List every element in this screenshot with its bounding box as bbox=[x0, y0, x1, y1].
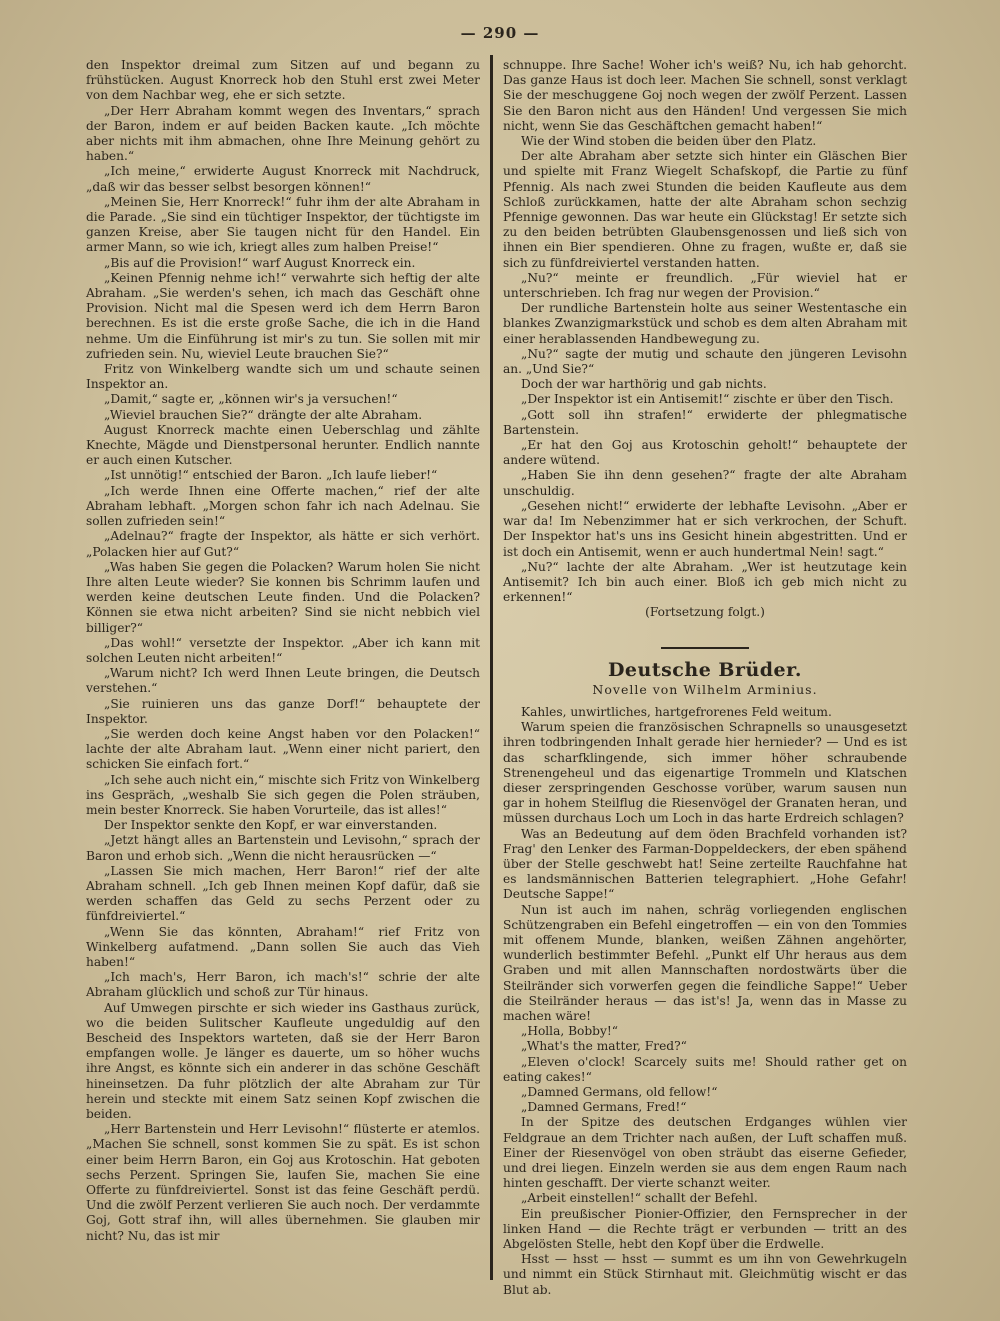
paragraph: „Jetzt hängt alles an Bartenstein und Levisohn,“ sprach der Baron und erhob sich. „Wenn die nicht herausrücken —“ bbox=[86, 833, 480, 863]
paragraph: „Damned Germans, old fellow!“ bbox=[521, 1085, 718, 1099]
paragraph: Nun ist auch im nahen, schräg vorliegenden englischen Schützengraben ein Befehl eingetroffen — ein von den Tommies mit offenem Munde, blanken, weißen Zähnen angehörter, wunderlich bestimmter Befehl. „Punkt elf Uhr heraus aus dem Graben und mit allen Mannschaften nordostwärts über die Steilränder sich vorwerfen gegen die feindliche Sappe!“ Ueber die Steilränder heraus — das ist's! Ja, wenn das in Masse zu machen wäre! bbox=[503, 902, 907, 1023]
paragraph: „Gesehen nicht!“ erwiderte der lebhafte Levisohn. „Aber er war da! Im Nebenzimmer hat er sich verkrochen, der Schuft. Der Inspektor hat's uns ins Gesicht hinein abgestritten. Und er ist doch ein Antisemit, wenn er auch hundertmal Nein! sagt.“ bbox=[503, 498, 907, 559]
column-divider bbox=[490, 55, 493, 1280]
paragraph: Wie der Wind stoben die beiden über den Platz. bbox=[521, 134, 817, 149]
paragraph: „Ist unnötig!“ entschied der Baron. „Ich laufe lieber!“ bbox=[104, 468, 438, 483]
paragraph: August Knorreck machte einen Ueberschlag und zählte Knechte, Mägde und Dienstpersonal herunter. Endlich nannte er auch einen Kutscher. bbox=[86, 422, 480, 468]
paragraph: „Herr Bartenstein und Herr Levisohn!“ flüsterte er atemlos. „Machen Sie schnell, sonst kommen Sie zu spät. Es ist schon einer beim Herrn Baron, ein Goj aus Krotoschin. Hat geboten sechs Perzent. Springen Sie, laufen Sie, machen Sie eine Offerte zu fünfdreiviertel. Sonst ist das feine Geschäft perdü. Und die zwölf Perzent verlieren Sie auch noch. Der verdammte Goj, Gott straf ihn, will alles übernehmen. Sie glauben mir nicht? Nu, das ist mir bbox=[86, 1122, 480, 1243]
paragraph: Auf Umwegen pirschte er sich wieder ins Gasthaus zurück, wo die beiden Sulitscher Kaufleute ungeduldig auf den Bescheid des Inspektors warteten, daß sie der Herr Baron empfangen wolle. Je länger es dauerte, um so höher wuchs ihre Angst, es könnte sich ein anderer in das schöne Geschäft hineinsetzen. Da fuhr plötzlich der alte Abraham zur Tür herein und steckte mit einem Satz seinen Kopf zwischen die beiden. bbox=[86, 1000, 480, 1122]
paragraph: „Der Herr Abraham kommt wegen des Inventars,“ sprach der Baron, indem er auf beiden Backen kaute. „Ich möchte aber nichts mit ihm abmachen, ohne Ihre Meinung gehört zu haben.“ bbox=[86, 103, 480, 164]
paragraph: „Sie ruinieren uns das ganze Dorf!“ behauptete der Inspektor. bbox=[86, 696, 480, 726]
paragraph: „Gott soll ihn strafen!“ erwiderte der phlegmatische Bartenstein. bbox=[503, 407, 907, 437]
paragraph: Was an Bedeutung auf dem öden Brachfeld vorhanden ist? Frag' den Lenker des Farman-Doppeldeckers, der eben spähend über der Stelle geschwebt hat! Seine zerteilte Rauchfahne hat es landsmännischen Batterien telegraphiert. „Hohe Gefahr! Deutsche Sappe!“ bbox=[503, 826, 907, 902]
paragraph: „Warum nicht? Ich werd Ihnen Leute bringen, die Deutsch verstehen.“ bbox=[86, 666, 480, 696]
paragraph: Ein preußischer Pionier-Offizier, den Fernsprecher in der linken Hand — die Rechte trägt er verbunden — tritt an des Abgelösten Stelle, hebt den Kopf über die Erdwelle. bbox=[503, 1206, 907, 1252]
paragraph: „Keinen Pfennig nehme ich!“ verwahrte sich heftig der alte Abraham. „Sie werden's sehen, ich mach das Geschäft ohne Provision. Nicht mal die Spesen werd ich dem Herrn Baron berechnen. Es ist die erste große Sache, die ich in die Hand nehme. Um die Einführung ist mir's zu tun. Sie sollen mit mir zufrieden sein. Nu, wieviel Leute brauchen Sie?“ bbox=[86, 270, 480, 361]
paragraph: „Nu?“ meinte er freundlich. „Für wieviel hat er unterschrieben. Ich frag nur wegen der Provision.“ bbox=[503, 270, 907, 301]
paragraph: Doch der war harthörig und gab nichts. bbox=[521, 377, 767, 392]
paragraph: „Nu?“ sagte der mutig und schaute den jüngeren Levisohn an. „Und Sie?“ bbox=[503, 346, 907, 377]
paragraph: „Adelnau?“ fragte der Inspektor, als hätte er sich verhört. „Polacken hier auf Gut?“ bbox=[86, 529, 480, 559]
paragraph: den Inspektor dreimal zum Sitzen auf und begann zu frühstücken. August Knorreck hob den Stuhl erst zwei Meter von dem Nachbar weg, ehe er sich setzte. bbox=[86, 58, 480, 103]
paragraph: „Damned Germans, Fred!“ bbox=[521, 1100, 687, 1115]
paragraph: Warum speien die französischen Schrapnells so unausgesetzt ihren todbringenden Inhalt gerade hier hernieder? — Und es ist das scharfklingende, sich immer höher schraubende Strenengeheul und das eigenartige Trommeln und Klatschen dieser zerspringenden Geschosse vorüber, warum sausen nun gar in hohem Steilflug die Riesenvögel der Granaten heran, und müssen durchaus Loch um Loch in das harte Erdreich schlagen? bbox=[503, 720, 907, 826]
paragraph: „Sie werden doch keine Angst haben vor den Polacken!“ lachte der alte Abraham laut. „Wenn einer nicht pariert, den schicken Sie einfach fort.“ bbox=[86, 726, 480, 772]
paragraph: „Eleven o'clock! Scarcely suits me! Should rather get on eating cakes!“ bbox=[503, 1054, 907, 1084]
paragraph: „Ich mach's, Herr Baron, ich mach's!“ schrie der alte Abraham glücklich und schoß zur Tür hinaus. bbox=[86, 970, 480, 1000]
story-byline: Novelle von Wilhelm Arminius. bbox=[592, 681, 818, 697]
paragraph: „Ich werde Ihnen eine Offerte machen,“ rief der alte Abraham lebhaft. „Morgen schon fahr ich nach Adelnau. Sie sollen zufrieden sein!“ bbox=[86, 483, 480, 529]
paragraph: Der alte Abraham aber setzte sich hinter ein Gläschen Bier und spielte mit Franz Wiegelt Schafskopf, die Partie zu fünf Pfennig. Als nach zwei Stunden die beiden Kaufleute aus dem Schloß zurückkamen, hatte der alte Abraham schon sechzig Pfennige gewonnen. Das war heute ein Glückstag! Er setzte sich zu den beiden betrübten Glaubensgenossen und ließ sich von ihnen ein Bier spendieren. Ohne zu fragen, wußte er, daß sie sich zu fünfdreiviertel verstanden hatten. bbox=[503, 149, 907, 270]
paragraph: Der rundliche Bartenstein holte aus seiner Westentasche ein blankes Zwanzigmarkstück und schob es dem alten Abraham mit einer herablassenden Handbewegung zu. bbox=[503, 301, 907, 346]
paragraph: „Holla, Bobby!“ bbox=[521, 1024, 619, 1039]
paragraph: Der Inspektor senkte den Kopf, er war einverstanden. bbox=[104, 818, 438, 833]
paragraph: In der Spitze des deutschen Erdganges wühlen vier Feldgraue an dem Trichter nach außen, der Luft schaffen muß. Einer der Riesenvögel von oben sträubt das eiserne Gefieder, und drei liegen. Einzeln werden sie aus dem engen Raum nach hinten geschafft. Der vierte schanzt weiter. bbox=[503, 1115, 907, 1191]
story-separator bbox=[661, 647, 749, 649]
paragraph: „Lassen Sie mich machen, Herr Baron!“ rief der alte Abraham schnell. „Ich geb Ihnen meinen Kopf dafür, daß sie werden schaffen das Geld zu sechs Perzent oder zu fünfdreiviertel.“ bbox=[86, 863, 480, 924]
paragraph: Fritz von Winkelberg wandte sich um und schaute seinen Inspektor an. bbox=[86, 362, 480, 392]
paragraph: „Damit,“ sagte er, „können wir's ja versuchen!“ bbox=[104, 392, 398, 407]
page-number: — 290 — bbox=[460, 24, 540, 42]
paragraph: „Meinen Sie, Herr Knorreck!“ fuhr ihm der alte Abraham in die Parade. „Sie sind ein tüchtiger Inspektor, der tüchtigste im ganzen Kreise, aber Sie taugen nicht für den Handel. Ein armer Mann, so wie ich, kriegt alles zum halben Preise!“ bbox=[86, 194, 480, 255]
paragraph: „Wieviel brauchen Sie?“ drängte der alte Abraham. bbox=[104, 407, 423, 422]
paragraph: Kahles, unwirtliches, hartgefrorenes Feld weitum. bbox=[521, 704, 832, 719]
paragraph: „Ich meine,“ erwiderte August Knorreck mit Nachdruck, „daß wir das besser selbst besorgen können!“ bbox=[86, 164, 480, 194]
right-column bbox=[503, 58, 907, 1298]
paragraph: schnuppe. Ihre Sache! Woher ich's weiß? Nu, ich hab gehorcht. Das ganze Haus ist doch leer. Machen Sie schnell, sonst verklagt Sie der meschuggene Goj noch wegen der zwölf Perzent. Lassen Sie den Baron nicht aus den Händen! Und vergessen Sie mich nicht, wenn Sie das Geschäftchen gemacht haben!“ bbox=[503, 58, 907, 133]
paragraph: „Nu?“ lachte der alte Abraham. „Wer ist heutzutage kein Antisemit? Ich bin auch einer. Bloß ich geb mich nicht zu erkennen!“ bbox=[503, 559, 907, 605]
paragraph: „Er hat den Goj aus Krotoschin geholt!“ behauptete der andere wütend. bbox=[503, 438, 907, 468]
continued-note: (Fortsetzung folgt.) bbox=[645, 605, 765, 620]
paragraph: „Das wohl!“ versetzte der Inspektor. „Aber ich kann mit solchen Leuten nicht arbeiten!“ bbox=[86, 635, 480, 665]
paragraph: „Arbeit einstellen!“ schallt der Befehl. bbox=[521, 1191, 758, 1206]
paragraph: Hsst — hsst — hsst — summt es um ihn von Gewehrkugeln und nimmt ein Stück Stirnhaut mit. Gleichmütig wischt er das Blut ab. bbox=[503, 1252, 907, 1297]
paragraph: „Bis auf die Provision!“ warf August Knorreck ein. bbox=[104, 255, 416, 270]
paragraph: „Ich sehe auch nicht ein,“ mischte sich Fritz von Winkelberg ins Gespräch, „weshalb Sie sich gegen die Polen sträuben, mein bester Knorreck. Sie haben Vorurteile, das ist alles!“ bbox=[86, 772, 480, 817]
paragraph: „Was haben Sie gegen die Polacken? Warum holen Sie nicht Ihre alten Leute wieder? Sie konnen bis Schrimm laufen und werden keine deutschen Leute finden. Und die Polacken? Können sie etwa nicht arbeiten? Sind sie nicht nebbich viel billiger?“ bbox=[86, 559, 480, 635]
left-column bbox=[86, 58, 480, 1244]
paragraph: „What's the matter, Fred?“ bbox=[521, 1039, 687, 1054]
paragraph: „Der Inspektor ist ein Antisemit!“ zischte er über den Tisch. bbox=[521, 392, 894, 407]
paragraph: „Wenn Sie das könnten, Abraham!“ rief Fritz von Winkelberg aufatmend. „Dann sollen Sie auch das Vieh haben!“ bbox=[86, 924, 480, 969]
story-title: Deutsche Brüder. bbox=[607, 658, 803, 681]
paragraph: „Haben Sie ihn denn gesehen?“ fragte der alte Abraham unschuldig. bbox=[503, 468, 907, 498]
